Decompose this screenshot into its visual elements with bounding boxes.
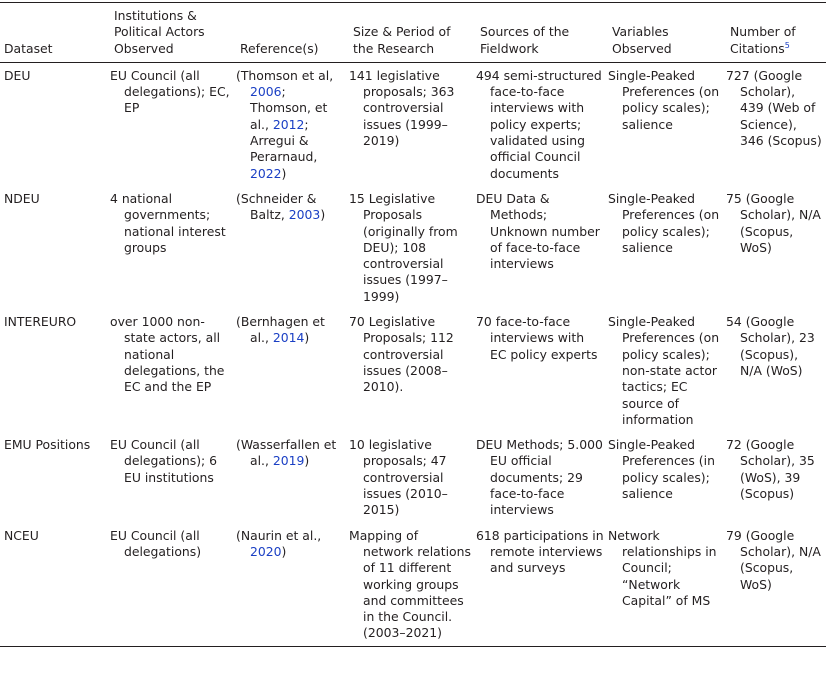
header-institutions: Institutions & Political Actors Observed [114,8,205,56]
cell-size-period [349,309,476,432]
cell-sources [476,186,608,309]
cell-variables-text: Single-Peaked Preferences (in policy scales); salience [608,437,715,502]
cell-size-period-text: 10 legislative proposals; 47 controversial issues (2010–2015) [349,437,448,518]
cell-size-period-text: 141 legislative proposals; 363 controversial issues (1999–2019) [349,67,455,149]
cell-institutions [110,62,236,186]
header-dataset: Dataset [4,40,53,56]
reference-year-link[interactable]: 2014 [272,330,305,346]
reference-punctuation: ) [281,165,287,181]
cell-institutions-text: EU Council (all delegations) [110,527,202,559]
cell-dataset [0,309,110,432]
cell-citations-text: 54 (Google Scholar), 23 (Scopus), N/A (WoS) [726,314,815,378]
reference-year-link[interactable]: 2019 [272,453,305,469]
cell-size-period-text: Mapping of network relations of 11 different working groups and committees in the Council. (2003–2021) [349,527,471,641]
cell-variables-text: Network relationships in Council; “Network Capital” of MS [608,527,717,608]
header-size-period: Size & Period of the Research [353,24,451,56]
cell-sources-text: 494 semi-structured face-to-face interviews with policy experts; validated using official Council documents [476,67,602,181]
cell-sources-text: 618 participations in remote interviews and surveys [476,527,604,576]
cell-size-period-text: 70 Legislative Proposals; 112 controversial issues (2008–2010). [349,314,454,395]
cell-variables [608,309,726,432]
cell-sources [476,309,608,432]
reference-text: (Bernhagen et al., [236,314,325,346]
reference-punctuation: ) [281,543,287,559]
table-row [0,432,826,522]
cell-citations-text: 79 (Google Scholar), N/A (Scopus, WoS) [726,527,821,592]
reference-year-link[interactable]: 2003 [288,207,321,223]
cell-references [236,432,349,522]
cell-sources [476,62,608,186]
cell-references [236,186,349,309]
cell-variables [608,186,726,309]
reference-text: (Wasserfallen et al., [236,437,337,469]
cell-institutions [110,523,236,647]
table-row [0,309,826,432]
reference-punctuation: ; [281,84,286,100]
reference-punctuation: ) [304,330,310,346]
cell-dataset-text: NDEU [4,190,40,206]
reference-year-link[interactable]: 2012 [272,116,305,132]
cell-citations-text: 727 (Google Scholar), 439 (Web of Science), 346 (Scopus) [726,67,822,149]
reference-text: (Naurin et al., [236,527,322,543]
cell-dataset [0,432,110,522]
cell-sources-text: DEU Methods; 5.000 EU official documents; 29 face-to-face interviews [476,437,603,518]
cell-size-period [349,62,476,186]
reference-text: Arregui & Perarnaud, [250,133,318,165]
header-variables: Variables Observed [612,24,672,56]
datasets-table [0,2,826,647]
cell-sources [476,523,608,647]
cell-variables-text: Single-Peaked Preferences (on policy scales); salience [608,67,720,132]
table-row [0,186,826,309]
cell-citations [726,432,826,522]
header-sources: Sources of the Fieldwork [480,24,570,56]
reference-year-link[interactable]: 2006 [250,84,282,100]
reference-year-link[interactable]: 2020 [250,543,282,559]
cell-institutions-text: EU Council (all delegations); EC, EP [110,67,230,116]
cell-variables [608,432,726,522]
cell-institutions [110,186,236,309]
table-row [0,523,826,647]
cell-dataset [0,186,110,309]
cell-citations-text: 72 (Google Scholar), 35 (WoS), 39 (Scopus) [726,437,815,502]
cell-references [236,309,349,432]
table-header [0,3,826,63]
reference-punctuation: ; [304,116,309,132]
header-citations: Number of Citations$^5$ [730,24,796,56]
reference-year-link[interactable]: 2022 [250,165,282,181]
cell-dataset-text: EMU Positions [4,437,91,453]
cell-size-period-text: 15 Legislative Proposals (originally from DEU); 108 controversial issues (1997–1999) [349,190,458,304]
cell-dataset-text: DEU [4,67,31,83]
header-references: Reference(s) [240,40,319,56]
reference-text: Thomson, et al., [250,100,328,132]
table-row [0,62,826,186]
cell-institutions-text: 4 national governments; national interest groups [110,190,226,255]
reference-punctuation: ) [304,453,310,469]
reference-punctuation: ) [320,207,326,223]
reference-text: (Thomson et al, [236,67,334,83]
cell-citations-text: 75 (Google Scholar), N/A (Scopus, WoS) [726,190,821,255]
cell-size-period [349,186,476,309]
cell-sources [476,432,608,522]
header-row [0,3,826,63]
cell-citations [726,309,826,432]
cell-citations [726,523,826,647]
cell-size-period [349,523,476,647]
cell-sources-text: DEU Data & Methods; Unknown number of face-to-face interviews [476,190,600,272]
cell-institutions [110,432,236,522]
cell-variables [608,523,726,647]
cell-variables-text: Single-Peaked Preferences (on policy scales); non-state actor tactics; EC source of information [608,314,720,427]
cell-dataset-text: NCEU [4,527,39,543]
reference-text: (Schneider & Baltz, [236,190,317,223]
cell-variables [608,62,726,186]
cell-size-period [349,432,476,522]
cell-variables-text: Single-Peaked Preferences (on policy scales); salience [608,190,720,255]
cell-dataset-text: INTEREURO [4,314,77,330]
cell-citations [726,186,826,309]
table-body [0,62,826,646]
cell-dataset [0,523,110,647]
cell-institutions-text: EU Council (all delegations); 6 EU institutions [110,437,218,485]
cell-references [236,62,349,186]
cell-institutions [110,309,236,432]
cell-sources-text: 70 face-to-face interviews with EC policy experts [476,314,598,362]
footnote-marker[interactable]: 5 [784,40,790,50]
cell-references [236,523,349,647]
cell-citations [726,62,826,186]
cell-institutions-text: over 1000 non-state actors, all national delegations, the EC and the EP [110,314,225,395]
cell-dataset [0,62,110,186]
